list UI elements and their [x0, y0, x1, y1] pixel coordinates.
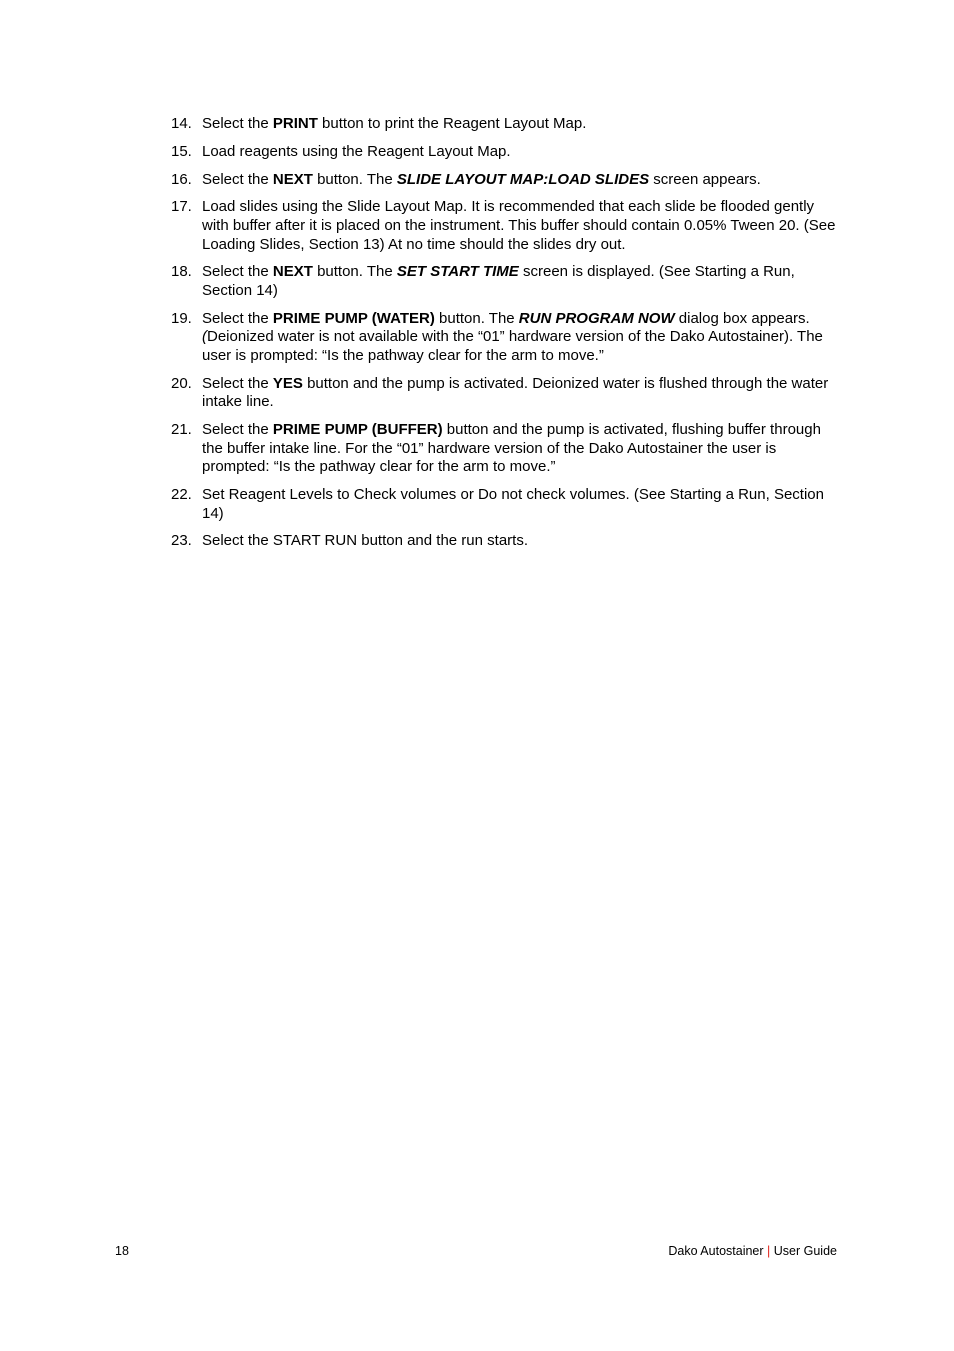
- step-text-run: button to print the Reagent Layout Map.: [317, 115, 587, 132]
- step-text-run: Select the: [202, 374, 273, 392]
- step-text-run: Load slides using the Slide Layout Map. It is recommended that each slide be flooded gently with buffer after it is placed on the instrument. This buffer should contain 0.05% Tween 20. (See Loading Slides, Section 13) At no time should the slides dry out.: [202, 198, 836, 253]
- step-number: 15.: [171, 142, 192, 160]
- step-emphasis: YES: [272, 374, 303, 392]
- step-item: [171, 532, 843, 551]
- page-number: 18: [115, 1244, 129, 1258]
- step-item: [171, 143, 843, 162]
- step-emphasis: PRIME PUMP (BUFFER): [272, 421, 443, 439]
- step-emphasis: SET START TIME: [396, 263, 519, 281]
- step-text-run: button. The: [312, 170, 397, 188]
- step-text-run: Select the: [202, 309, 273, 327]
- step-number: 22.: [171, 486, 192, 503]
- step-text: [202, 421, 821, 475]
- step-text-run: Select the: [202, 170, 273, 188]
- instruction-steps: [171, 115, 843, 560]
- step-text-run: Set Reagent Levels to Check volumes or Do not check volumes. (See Starting a Run, Section 14): [202, 486, 824, 522]
- footer-separator: |: [767, 1244, 771, 1258]
- step-text-run: Select the START RUN button and the run starts.: [202, 532, 528, 550]
- step-item: [171, 375, 843, 412]
- step-text-run: screen is displayed. (See Starting a Run, Section 14): [202, 263, 795, 299]
- step-item: [171, 115, 843, 134]
- step-text-run: button and the pump is activated. Deionized water is flushed through the water intake line.: [202, 374, 829, 411]
- step-item: [171, 421, 843, 477]
- step-number: 16.: [171, 170, 192, 188]
- step-text: [202, 310, 823, 364]
- step-number: 19.: [171, 309, 192, 327]
- step-text-run: Load reagents using the Reagent Layout Map.: [202, 142, 511, 160]
- step-item: [171, 171, 843, 190]
- step-item: [171, 263, 843, 300]
- step-emphasis: NEXT: [272, 170, 313, 188]
- step-item: [171, 198, 843, 254]
- step-number: 18.: [171, 263, 192, 281]
- step-text: [202, 263, 795, 299]
- step-text: [202, 532, 528, 549]
- step-text: [202, 486, 824, 522]
- footer-title: [668, 1244, 837, 1258]
- step-text-run: button. The: [312, 263, 397, 281]
- step-item: [171, 486, 843, 523]
- step-emphasis: PRINT: [272, 115, 318, 132]
- step-number: 23.: [171, 532, 192, 550]
- step-text: [202, 171, 761, 188]
- step-number: 17.: [171, 198, 192, 216]
- step-emphasis: (: [202, 328, 207, 346]
- step-number: 21.: [171, 421, 192, 439]
- footer-product: Dako Autostainer: [668, 1244, 764, 1258]
- step-emphasis: RUN PROGRAM NOW: [518, 309, 675, 327]
- step-text-run: Deionized water is not available with the “01” hardware version of the Dako Autostainer). The user is prompted: “Is the pathway clear for the arm to move.”: [202, 328, 823, 364]
- step-text: [202, 143, 511, 160]
- step-number: 14.: [171, 115, 192, 132]
- step-text: [202, 115, 586, 132]
- step-emphasis: SLIDE LAYOUT MAP:LOAD SLIDES: [396, 170, 650, 188]
- step-item: [171, 310, 843, 366]
- step-text-run: dialog box appears.: [674, 309, 810, 327]
- footer-doc-type: User Guide: [773, 1244, 837, 1258]
- step-text-run: Select the: [202, 115, 273, 132]
- step-text: [202, 198, 835, 252]
- step-text-run: Select the: [202, 263, 273, 281]
- step-number: 20.: [171, 374, 192, 392]
- step-text-run: Select the: [202, 421, 273, 439]
- step-emphasis: NEXT: [272, 263, 313, 281]
- step-text-run: button and the pump is activated, flushing buffer through the buffer intake line. For the “01” hardware version of the Dako Autostainer the user is prompted: “Is the pathway clear for the arm to move.”: [202, 421, 821, 476]
- step-text-run: button. The: [434, 309, 519, 327]
- step-text-run: screen appears.: [649, 170, 761, 188]
- step-text: [202, 375, 828, 411]
- step-emphasis: PRIME PUMP (WATER): [272, 309, 435, 327]
